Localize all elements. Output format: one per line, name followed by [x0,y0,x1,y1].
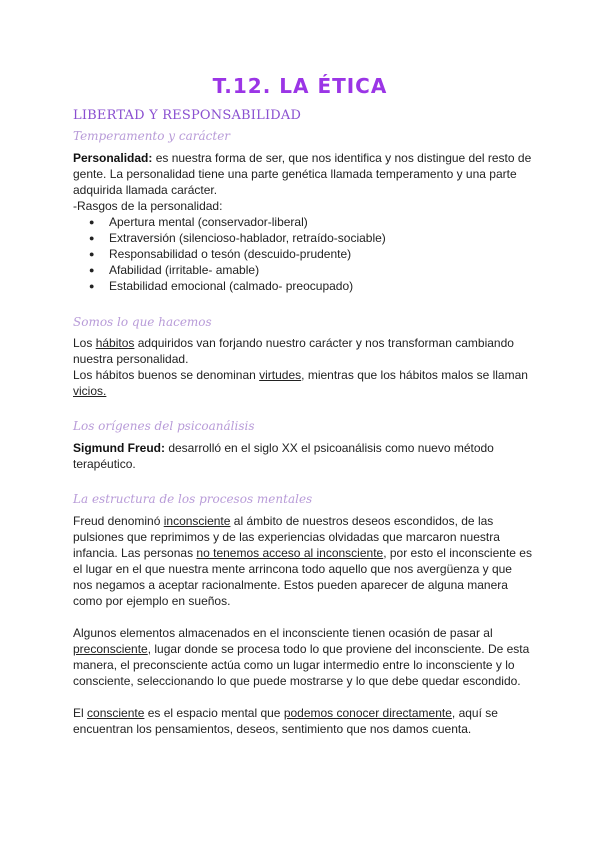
underline-no-acceso: no tenemos acceso al inconsciente [196,546,384,560]
list-item: ● Estabilidad emocional (calmado- preocupado) [73,278,533,294]
list-item: ● Apertura mental (conservador-liberal) [73,214,533,230]
underline-conocer: podemos conocer directamente [283,706,452,720]
subheading-origenes: Los orígenes del psicoanálisis [73,419,255,433]
underline-consciente: consciente [87,706,145,720]
block-personalidad [73,150,533,294]
spacer [73,609,533,625]
paragraph-inconsciente: Freud denominó inconsciente al ámbito de nuestros deseos escondidos, de las pulsiones que reprimimos y de las experiencias olvidadas que marcaron nuestra infancia. Las personas no tenemos acceso al inconsciente, por esto el inconsciente es el lugar en el que nuestra mente arrinconа todo aquello que nos avergüenza y que nos negamos a aceptar racionalmente. Estos pueden aparecer de alguna manera como por ejemplo en sueños. [73,514,532,608]
rasgos-label: -Rasgos de la personalidad: [73,199,223,213]
block-habitos [73,335,533,399]
underline-habitos: hábitos [95,336,135,350]
term-freud: Sigmund Freud: [73,441,165,455]
section-heading: LIBERTAD Y RESPONSABILIDAD [73,108,302,123]
term-personalidad: Personalidad: [73,151,153,165]
text-personalidad: es nuestra forma de ser, que nos identifica y nos distingue del resto de gente. La personalidad tiene una parte genética llamada temperamento y una parte adquirida llamada carácter. [73,151,532,197]
subheading-estructura: La estructura de los procesos mentales [73,492,313,506]
paragraph-consciente: El consciente es el espacio mental que podemos conocer directamente, aquí se encuentran los pensamientos, deseos, sentimiento que nos damos cuenta. [73,706,498,736]
block-estructura [73,513,533,737]
spacer [73,689,533,705]
paragraph-virtudes: Los hábitos buenos se denominan virtudes, mientras que los hábitos malos se llaman vicios. [73,368,528,398]
subheading-somos: Somos lo que hacemos [73,315,212,329]
rasgos-list [73,214,533,294]
paragraph-personalidad [73,150,533,198]
block-freud [73,440,533,472]
list-item: ● Responsabilidad o tesón (descuido-prudente) [73,246,533,262]
paragraph-habitos: Los hábitos adquiridos van forjando nuestro carácter y nos transforman cambiando nuestra personalidad. [73,336,514,366]
subheading-temperamento: Temperamento y carácter [73,129,231,143]
underline-inconsciente: inconsciente [163,514,231,528]
paragraph-freud: Sigmund Freud: desarrolló en el siglo XX el psicoanálisis como nuevo método terapéutico. [73,441,494,471]
list-item: ● Afabilidad (irritable- amable) [73,262,533,278]
underline-virtudes: virtudes [259,368,302,382]
page-title: T.12. LA ÉTICA [212,74,388,98]
paragraph-preconsciente: Algunos elementos almacenados en el inconsciente tienen ocasión de pasar al preconsciente, lugar donde se procesa todo lo que proviene del inconsciente. De esta manera, el preconsciente actúa como un lugar intermedio entre lo inconsciente y lo consciente, seleccionando lo que puede mostrarse y lo que debe quedar escondido. [73,626,530,688]
list-item: ● Extraversión (silencioso-hablador, retraído-sociable) [73,230,533,246]
underline-vicios: vicios. [73,384,107,398]
underline-preconsciente: preconsciente [73,642,148,656]
